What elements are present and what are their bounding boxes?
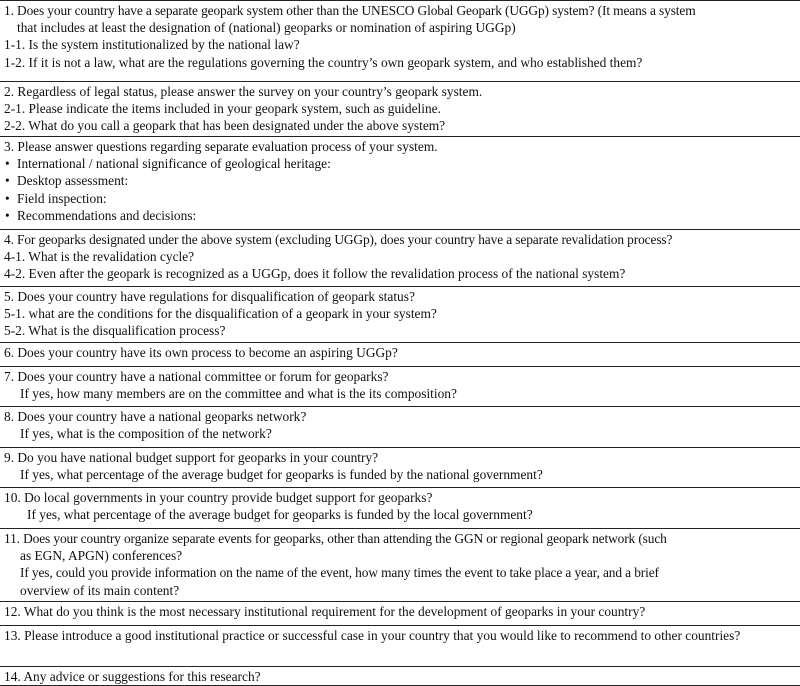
- question-row-7: [0, 366, 800, 406]
- question-text: 7. Does your country have a national committee or forum for geoparks?: [4, 369, 389, 384]
- question-text: 12. What do you think is the most necessary institutional requirement for the development of geoparks in your country?: [4, 604, 646, 619]
- question-row-13: [0, 625, 800, 666]
- question-followup-text: If yes, what percentage of the average budget for geoparks is funded by the local government?: [27, 507, 533, 523]
- sub-question-text: 1-1. Is the system institutionalized by the national law?: [4, 37, 300, 53]
- question-row-3: [0, 136, 800, 229]
- bullet-item: • Recommendations and decisions:: [4, 207, 800, 224]
- question-followup-text: overview of its main content?: [20, 582, 180, 598]
- sub-question-text: 5-2. What is the disqualification process?: [4, 323, 226, 339]
- question-text: 6. Does your country have its own process to become an aspiring UGGp?: [4, 345, 398, 360]
- question-text: 4. For geoparks designated under the above system (excluding UGGp), does your country have a separate revalidation process?: [4, 232, 673, 247]
- question-text: 14. Any advice or suggestions for this research?: [4, 669, 261, 684]
- question-text: 11. Does your country organize separate events for geoparks, other than attending the GGN or regional geopark network (such: [4, 531, 667, 546]
- bullet-item: • Desktop assessment:: [4, 172, 800, 189]
- question-row-4: [0, 229, 800, 286]
- question-row-12: [0, 601, 800, 625]
- question-row-11: [0, 528, 800, 601]
- question-row-14: [0, 666, 800, 686]
- question-row-5: [0, 286, 800, 342]
- question-row-10: [0, 487, 800, 528]
- question-text: as EGN, APGN) conferences?: [20, 548, 183, 564]
- question-followup-text: If yes, what percentage of the average budget for geoparks is funded by the national government?: [20, 467, 543, 483]
- question-text: 2. Regardless of legal status, please answer the survey on your country’s geopark system.: [4, 84, 483, 99]
- sub-question-text: 1-2. If it is not a law, what are the regulations governing the country’s own geopark system, and who established them?: [4, 54, 643, 70]
- question-row-8: [0, 406, 800, 447]
- question-text: 1. Does your country have a separate geopark system other than the UNESCO Global Geopark (UGGp) system? (It means a system: [4, 3, 696, 18]
- question-text: 8. Does your country have a national geoparks network?: [4, 409, 307, 424]
- question-row-9: [0, 447, 800, 487]
- question-row-2: [0, 81, 800, 136]
- bullet-item: • International / national significance of geological heritage:: [4, 155, 800, 172]
- question-text: 13. Please introduce a good institutional practice or successful case in your country that you would like to recommend to other countries?: [4, 628, 741, 643]
- sub-question-text: 5-1. what are the conditions for the disqualification of a geopark in your system?: [4, 306, 437, 322]
- question-text: 9. Do you have national budget support for geoparks in your country?: [4, 450, 379, 465]
- question-text: 5. Does your country have regulations for disqualification of geopark status?: [4, 289, 415, 304]
- question-text: 10. Do local governments in your country provide budget support for geoparks?: [4, 490, 433, 505]
- question-row-1: [0, 0, 800, 81]
- question-followup-text: If yes, could you provide information on the name of the event, how many times the event to take place a year, and a brief: [20, 565, 659, 581]
- question-text: that includes at least the designation of (national) geoparks or nomination of aspiring UGGp): [17, 20, 516, 36]
- sub-question-text: 2-1. Please indicate the items included in your geopark system, such as guideline.: [4, 101, 441, 117]
- bullet-item: • Field inspection:: [4, 190, 800, 207]
- question-followup-text: If yes, what is the composition of the network?: [20, 426, 272, 442]
- sub-question-text: 4-2. Even after the geopark is recognized as a UGGp, does it follow the revalidation process of the national system?: [4, 266, 626, 282]
- question-text: 3. Please answer questions regarding separate evaluation process of your system.: [4, 139, 438, 154]
- question-row-6: [0, 342, 800, 366]
- sub-question-text: 2-2. What do you call a geopark that has been designated under the above system?: [4, 118, 446, 134]
- sub-question-text: 4-1. What is the revalidation cycle?: [4, 249, 195, 265]
- question-followup-text: If yes, how many members are on the committee and what is the its composition?: [20, 386, 457, 402]
